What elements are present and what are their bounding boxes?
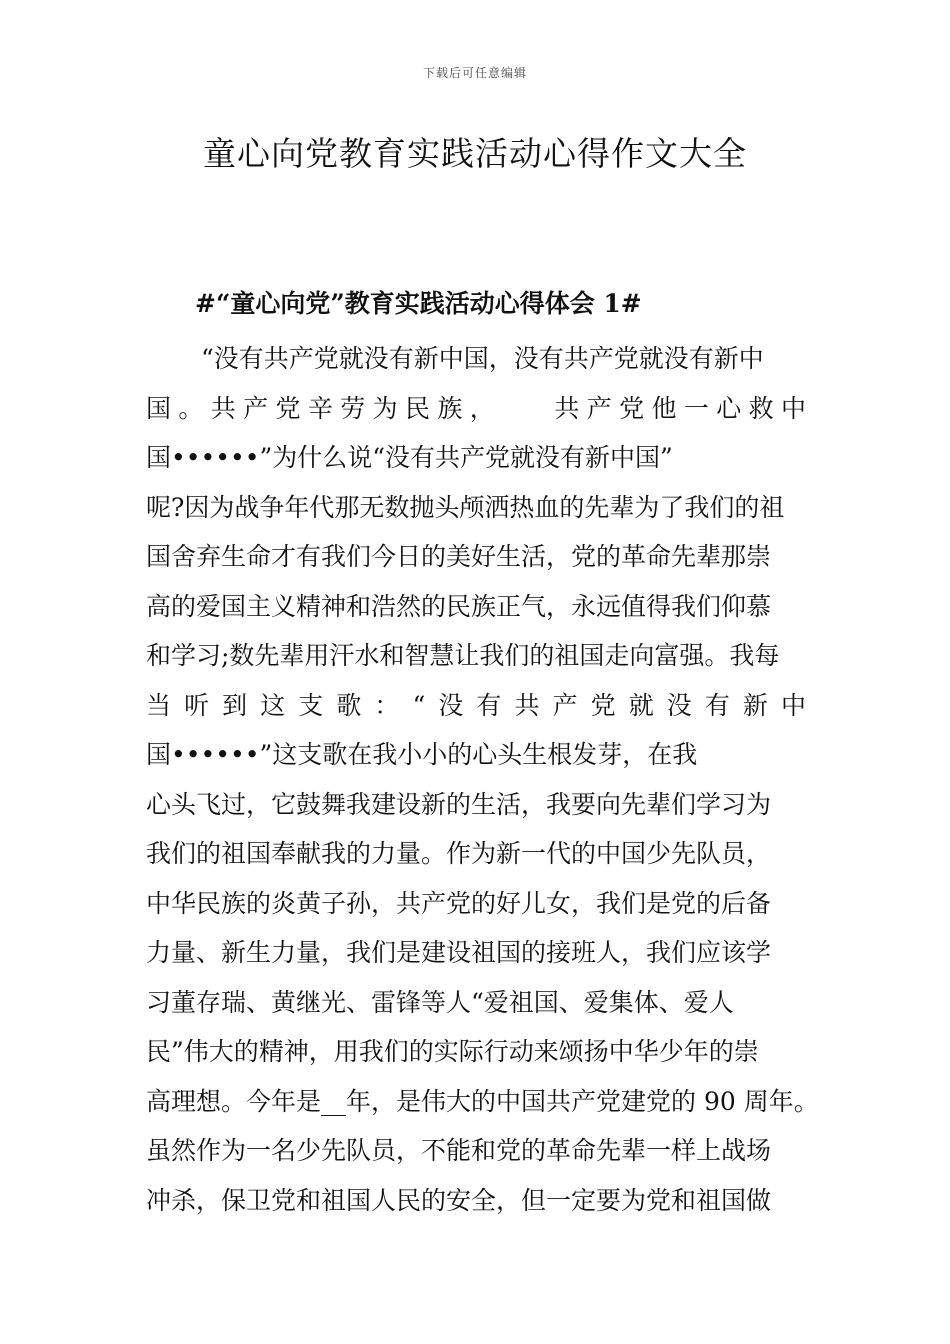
paragraph-line: 国。共产党辛劳为民族， 共产党他一心救中 — [146, 393, 806, 423]
paragraph-line: 和学习;数先辈用汗水和智慧让我们的祖国走向富强。我每 — [146, 641, 780, 670]
paragraph-line: 国••••••”为什么说“没有共产党就没有新中国” — [146, 443, 673, 472]
paragraph-line: 力量、新生力量，我们是建设祖国的接班人，我们应该学 — [146, 938, 772, 967]
paragraph-line: 国舍弃生命才有我们今日的美好生活，党的革命先辈那崇 — [146, 542, 772, 571]
paragraph-line: 高理想。今年是__年，是伟大的中国共产党建党的 90 周年。 — [146, 1086, 819, 1116]
paragraph-line: 虽然作为一名少先队员，不能和党的革命先辈一样上战场 — [146, 1136, 772, 1165]
paragraph-line: 心头飞过，它鼓舞我建设新的生活，我要向先辈们学习为 — [146, 789, 772, 819]
document-title: 童心向党教育实践活动心得作文大全 — [203, 134, 747, 173]
paragraph-line: 冲杀，保卫党和祖国人民的安全，但一定要为党和祖国做 — [146, 1185, 772, 1215]
section-heading: #“童心向党”教育实践活动心得体会 1# — [195, 289, 642, 318]
paragraph-line: 民”伟大的精神，用我们的实际行动来颂扬中华少年的崇 — [146, 1037, 759, 1066]
paragraph-line: 中华民族的炎黄子孙，共产党的好儿女，我们是党的后备 — [146, 888, 772, 918]
paragraph-line: “没有共产党就没有新中国，没有共产党就没有新中 — [201, 344, 764, 373]
paragraph-line: 呢?因为战争年代那无数抛头颅洒热血的先辈为了我们的祖 — [146, 492, 785, 522]
paragraph-line: 当听到这支歌：“没有共产党就没有新中 — [146, 690, 806, 720]
paragraph-line: 习董存瑞、黄继光、雷锋等人“爱祖国、爱集体、爱人 — [146, 987, 734, 1017]
body-paragraph — [146, 334, 819, 1225]
paragraph-line: 我们的祖国奉献我的力量。作为新一代的中国少先队员， — [146, 839, 772, 868]
header-note: 下载后可任意编辑 — [422, 66, 527, 80]
paragraph-line: 高的爱国主义精神和浩然的民族正气，永远值得我们仰慕 — [146, 591, 772, 621]
paragraph-line: 国••••••”这支歌在我小小的心头生根发芽，在我 — [146, 740, 698, 769]
